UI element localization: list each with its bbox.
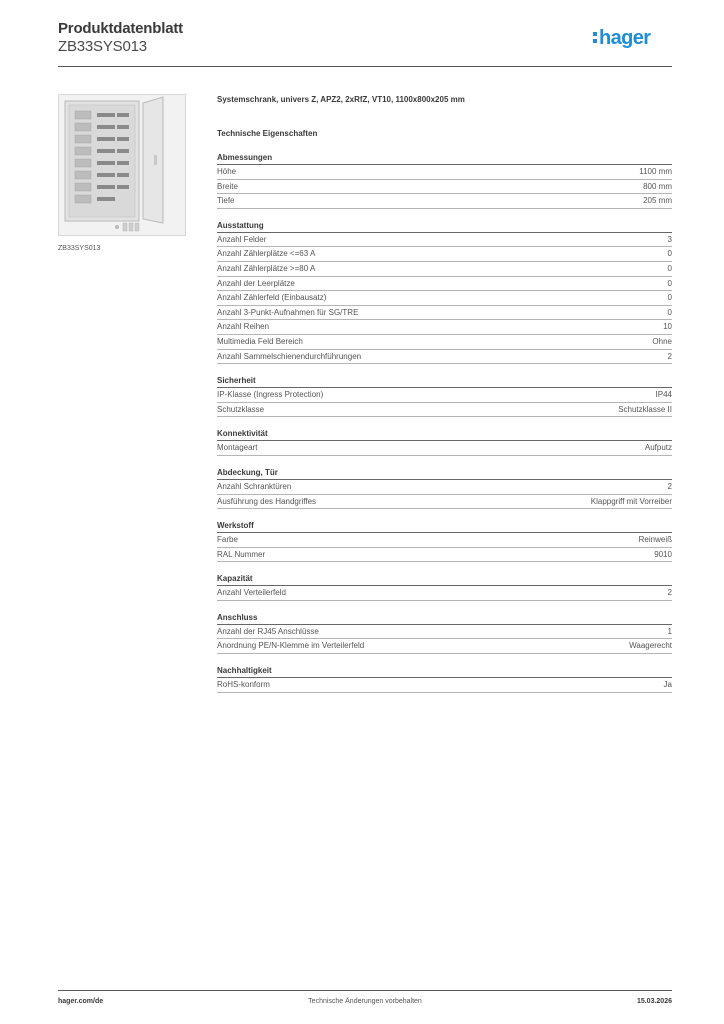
section-heading: Ausstattung xyxy=(217,219,672,233)
spec-row xyxy=(217,639,672,654)
spec-row xyxy=(217,247,672,262)
spec-row xyxy=(217,194,672,209)
spec-row xyxy=(217,320,672,335)
spec-label: Breite xyxy=(217,181,238,191)
spec-row xyxy=(217,495,672,510)
spec-label: Höhe xyxy=(217,167,237,176)
spec-row xyxy=(217,350,672,365)
spec-row xyxy=(217,586,672,601)
spec-value: 0 xyxy=(667,293,672,303)
page-title: Produktdatenblatt xyxy=(58,20,183,37)
product-code: ZB33SYS013 xyxy=(58,38,147,55)
spec-section xyxy=(217,572,672,601)
footer-website[interactable]: hager.com/de xyxy=(58,998,104,1005)
spec-row xyxy=(217,233,672,248)
section-heading: Konnektivität xyxy=(217,427,672,441)
spec-value: 9010 xyxy=(654,549,672,559)
spec-sections xyxy=(217,151,672,693)
spec-row xyxy=(217,277,672,292)
section-heading: Werkstoff xyxy=(217,519,672,533)
spec-label: RAL Nummer xyxy=(217,549,266,559)
spec-value: 3 xyxy=(667,234,672,244)
spec-section xyxy=(217,374,672,417)
spec-value: 1 xyxy=(667,626,672,636)
header-divider xyxy=(58,66,672,67)
spec-label: Anzahl der Leerplätze xyxy=(217,278,295,288)
spec-value: 0 xyxy=(667,278,672,288)
spec-value: Aufputz xyxy=(644,443,672,453)
svg-text:hager: hager xyxy=(599,27,651,49)
spec-row xyxy=(217,533,672,548)
spec-value: 10 xyxy=(663,322,672,332)
spec-row xyxy=(217,403,672,418)
spec-label: Ausführung des Handgriffes xyxy=(217,496,317,506)
spec-label: Schutzklasse xyxy=(217,404,265,414)
spec-label: Anzahl 3-Punkt-Aufnahmen für SG/TRE xyxy=(217,307,359,317)
product-image xyxy=(58,94,186,236)
spec-section xyxy=(217,519,672,562)
spec-row xyxy=(217,165,672,180)
footer-date: 15.03.2026 xyxy=(636,998,672,1005)
spec-content xyxy=(217,95,672,693)
spec-value: 800 mm xyxy=(643,181,672,191)
spec-label: Tiefe xyxy=(217,196,235,206)
spec-value: Waagerecht xyxy=(629,641,672,651)
spec-label: Farbe xyxy=(217,535,238,545)
spec-value: Schutzklasse II xyxy=(618,404,672,414)
section-heading: Abdeckung, Tür xyxy=(217,466,672,480)
spec-row xyxy=(217,441,672,456)
spec-row xyxy=(217,480,672,495)
footer-divider xyxy=(58,990,672,991)
spec-value: 2 xyxy=(667,588,672,598)
spec-value: 0 xyxy=(667,249,672,259)
section-heading: Anschluss xyxy=(217,611,672,625)
spec-row xyxy=(217,678,672,693)
spec-section xyxy=(217,611,672,654)
spec-label: Anzahl Zählerplätze <=63 A xyxy=(217,249,316,259)
spec-row xyxy=(217,335,672,350)
spec-label: Multimedia Feld Bereich xyxy=(217,336,303,346)
section-heading: Sicherheit xyxy=(217,374,672,388)
spec-row xyxy=(217,262,672,277)
spec-value: 205 mm xyxy=(643,196,672,206)
spec-label: Anzahl Sammelschienendurchführungen xyxy=(217,351,362,361)
spec-label: Montageart xyxy=(217,443,258,453)
spec-value: 1100 mm xyxy=(639,167,672,176)
spec-value: 2 xyxy=(667,481,672,491)
spec-value: 0 xyxy=(667,263,672,273)
spec-label: Anordnung PE/N-Klemme im Verteilerfeld xyxy=(217,641,365,651)
tech-properties-title: Technische Eigenschaften xyxy=(217,129,318,138)
spec-row xyxy=(217,388,672,403)
spec-section xyxy=(217,427,672,456)
spec-section xyxy=(217,151,672,209)
spec-label: IP-Klasse (Ingress Protection) xyxy=(217,390,324,400)
spec-row xyxy=(217,548,672,563)
spec-value: 0 xyxy=(667,307,672,317)
image-caption: ZB33SYS013 xyxy=(58,245,101,252)
spec-value: 2 xyxy=(667,351,672,361)
spec-value: Ohne xyxy=(652,336,672,346)
page-header xyxy=(58,20,672,55)
spec-label: Anzahl Zählerfeld (Einbausatz) xyxy=(217,293,327,303)
hager-logo xyxy=(592,24,672,52)
spec-row xyxy=(217,625,672,640)
spec-section xyxy=(217,466,672,509)
footer-disclaimer: Technische Änderungen vorbehalten xyxy=(308,998,422,1005)
section-heading: Kapazität xyxy=(217,572,672,586)
spec-value: IP44 xyxy=(655,390,672,400)
spec-value: Reinweiß xyxy=(638,535,672,545)
spec-section xyxy=(217,664,672,693)
spec-label: Anzahl Verteilerfeld xyxy=(217,588,286,598)
section-heading: Nachhaltigkeit xyxy=(217,664,672,678)
spec-label: Anzahl Reihen xyxy=(217,322,270,332)
spec-label: Anzahl der RJ45 Anschlüsse xyxy=(217,626,319,636)
spec-label: Anzahl Felder xyxy=(217,234,267,244)
spec-value: Klappgriff mit Vorreiber xyxy=(590,496,672,506)
spec-label: Anzahl Schranktüren xyxy=(217,481,292,491)
spec-section xyxy=(217,219,672,364)
spec-label: Anzahl Zählerplätze >=80 A xyxy=(217,263,316,273)
spec-row xyxy=(217,306,672,321)
section-heading: Abmessungen xyxy=(217,151,672,165)
product-description: Systemschrank, univers Z, APZ2, 2xRfZ, VT10, 1100x800x205 mm xyxy=(217,95,465,104)
spec-label: RoHS-konform xyxy=(217,680,270,690)
spec-value: Ja xyxy=(663,680,672,690)
spec-row xyxy=(217,180,672,195)
spec-row xyxy=(217,291,672,306)
